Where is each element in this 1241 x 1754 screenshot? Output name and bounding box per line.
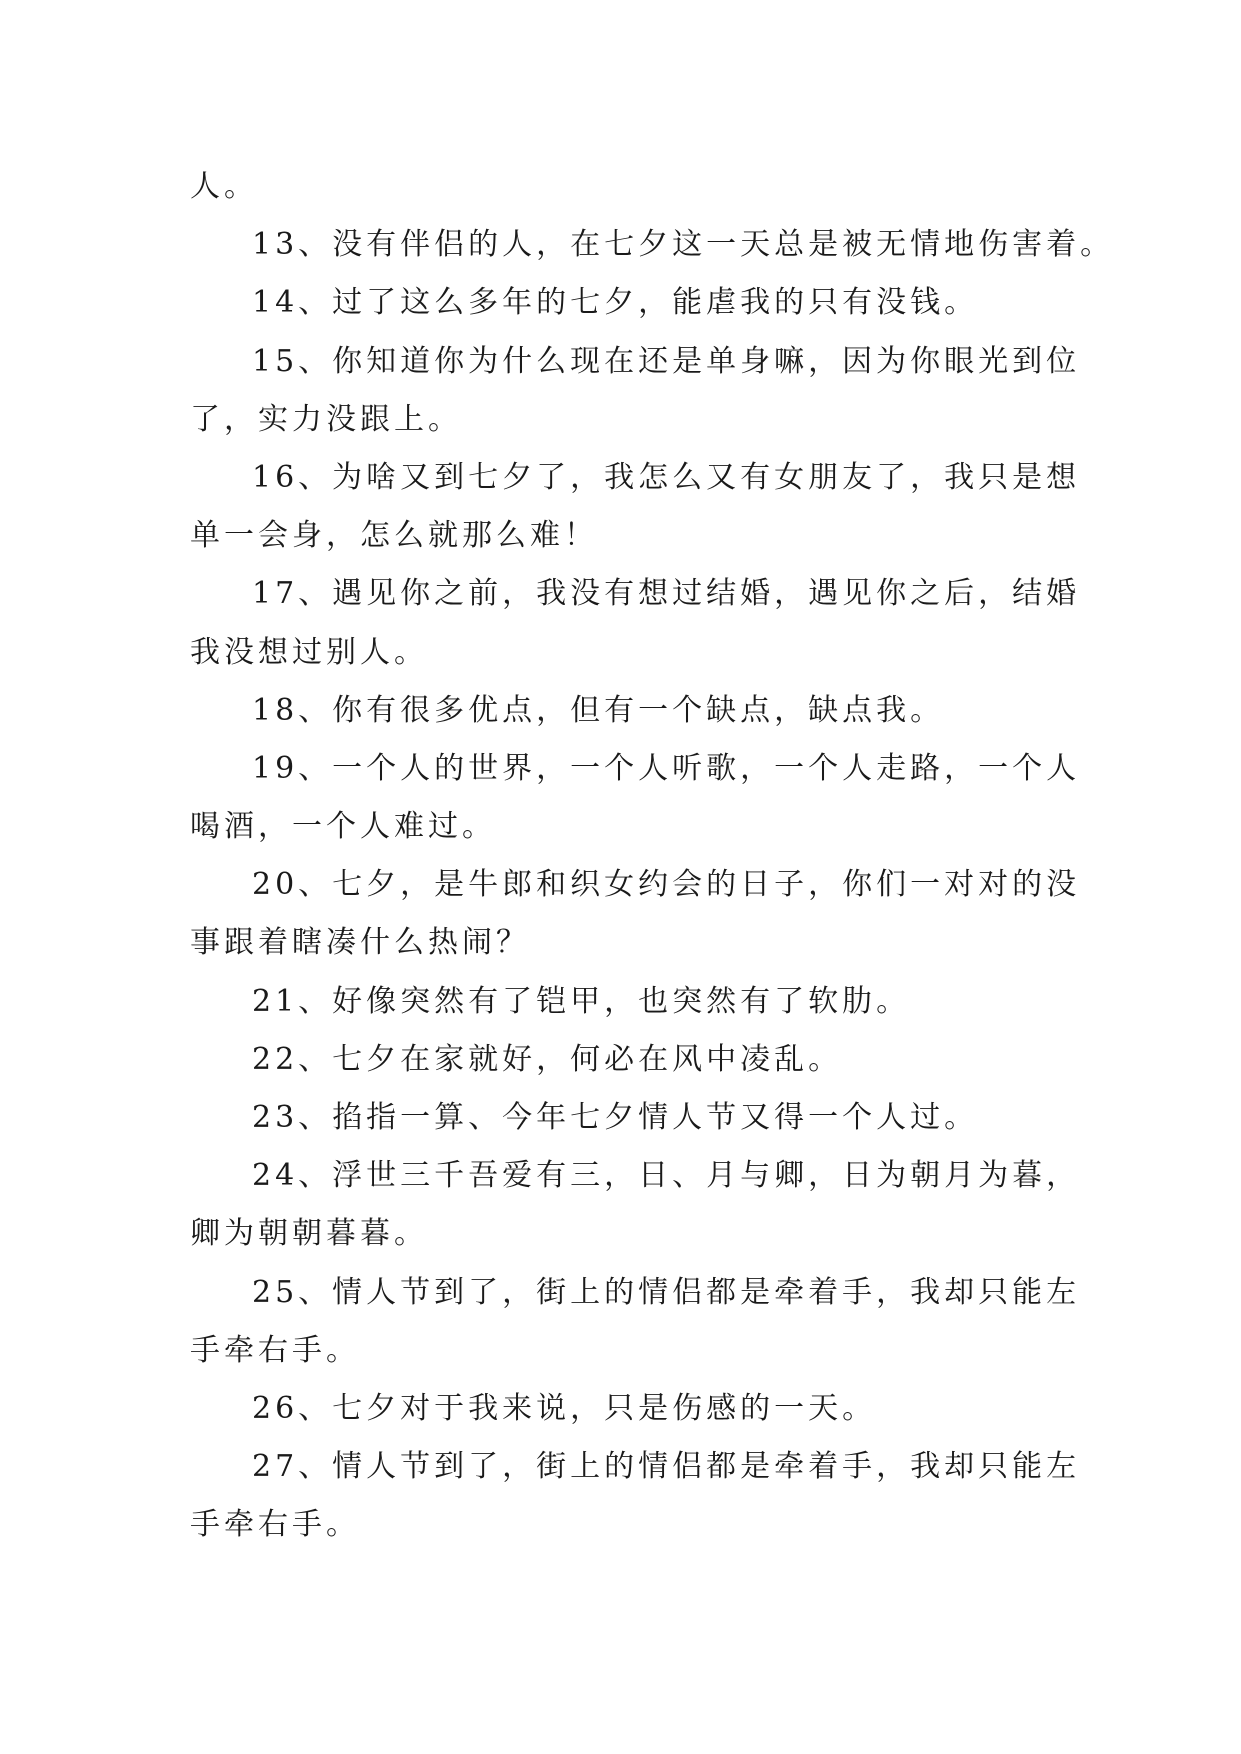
- text-line: 25、情人节到了，街上的情侣都是牵着手，我却只能左: [252, 1274, 1081, 1310]
- text-line: 喝酒，一个人难过。: [190, 809, 496, 845]
- text-line: 18、你有很多优点，但有一个缺点，缺点我。: [252, 692, 945, 728]
- document-body: [190, 158, 1115, 1555]
- text-line: 卿为朝朝暮暮。: [190, 1216, 428, 1252]
- text-line: 21、好像突然有了铠甲，也突然有了软肋。: [252, 983, 911, 1019]
- text-line: 事跟着瞎凑什么热闹？: [190, 925, 530, 961]
- text-line: 手牵右手。: [190, 1332, 360, 1368]
- text-line: 单一会身，怎么就那么难！: [190, 518, 598, 554]
- text-line: 17、遇见你之前，我没有想过结婚，遇见你之后，结婚: [252, 576, 1081, 612]
- text-line: 19、一个人的世界，一个人听歌，一个人走路，一个人: [252, 750, 1081, 786]
- text-line: 15、你知道你为什么现在还是单身嘛，因为你眼光到位: [252, 343, 1081, 379]
- text-line: 人。: [190, 169, 258, 204]
- text-line: 26、七夕对于我来说，只是伤感的一天。: [252, 1390, 877, 1426]
- text-line: 22、七夕在家就好，何必在风中凌乱。: [252, 1041, 843, 1077]
- text-line: 13、没有伴侣的人，在七夕这一天总是被无情地伤害着。: [252, 227, 1115, 263]
- text-line: 24、浮世三千吾爱有三，日、月与卿，日为朝月为暮，: [252, 1158, 1081, 1194]
- text-line: 14、过了这么多年的七夕，能虐我的只有没钱。: [252, 285, 979, 321]
- text-line: 了，实力没跟上。: [190, 401, 462, 437]
- text-line: 我没想过别人。: [190, 634, 428, 670]
- text-line: 16、为啥又到七夕了，我怎么又有女朋友了，我只是想: [252, 459, 1081, 495]
- text-line: 23、掐指一算、今年七夕情人节又得一个人过。: [252, 1100, 979, 1135]
- text-line: 27、情人节到了，街上的情侣都是牵着手，我却只能左: [252, 1449, 1081, 1485]
- text-line: 20、七夕，是牛郎和织女约会的日子，你们一对对的没: [252, 867, 1081, 903]
- text-line: 手牵右手。: [190, 1507, 360, 1543]
